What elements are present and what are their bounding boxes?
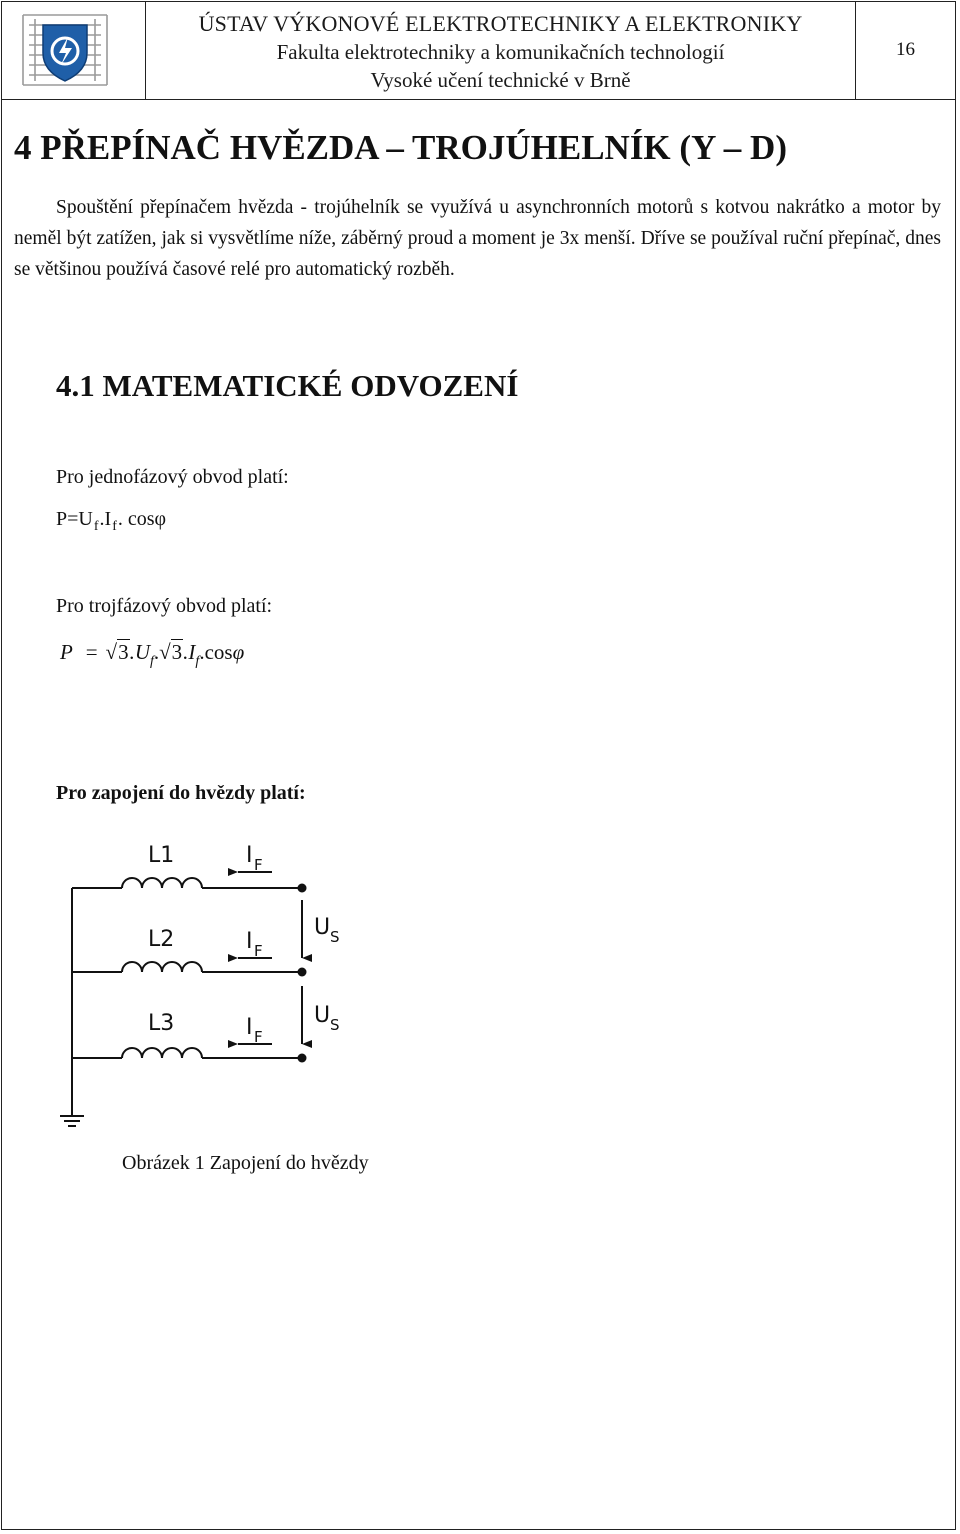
voltage-label-2: U [314, 1003, 331, 1028]
intro-paragraph-text: Spouštění přepínačem hvězda - trojúhelník se využívá u asynchronních motorů s kotvou nakrátko a motor by neměl být zatížen, jak si vysvětlíme níže, záběrný proud a moment je 3x menší. Dříve se používal ruční přepínač, dnes se většinou používá časové relé pro automatický rozběh. [14, 197, 941, 280]
sqrt-icon: √3 [105, 640, 129, 664]
formula-cos: .cos [199, 640, 233, 664]
three-phase-formula [60, 640, 245, 669]
star-connection-label: Pro zapojení do hvězdy platí: [56, 782, 306, 804]
figure-caption: Obrázek 1 Zapojení do hvězdy [122, 1152, 369, 1174]
logo-cell [1, 1, 146, 99]
faculty-logo-icon [1, 1, 146, 99]
node-L3 [298, 1054, 307, 1063]
institute-name: ÚSTAV VÝKONOVÉ ELEKTROTECHNIKY A ELEKTRONIKY [198, 11, 803, 36]
formula-prefix: P=U [56, 508, 93, 530]
phase-label-L1: L1 [148, 843, 175, 868]
current-label-2: I [246, 929, 253, 954]
single-phase-formula [56, 508, 167, 534]
root-value-1: 3 [118, 640, 129, 664]
current-sub-1: F [254, 856, 263, 874]
intro-paragraph [14, 192, 941, 285]
page-header [1, 1, 956, 100]
formula-sub-i: f [112, 519, 117, 534]
formula-sub-if: f [195, 654, 200, 669]
root-value-2: 3 [171, 640, 183, 664]
phase-label-L2: L2 [148, 927, 175, 952]
inductor-L3 [122, 1048, 202, 1058]
three-phase-label: Pro trojfázový obvod platí: [56, 595, 273, 617]
phase-label-L3: L3 [148, 1011, 175, 1036]
current-sub-3: F [254, 1028, 263, 1046]
formula-i: .I [183, 640, 196, 664]
university-name: Vysoké učení technické v Brně [370, 68, 631, 92]
voltage-sub-2: S [330, 1016, 340, 1034]
inductor-L2 [122, 962, 202, 972]
formula-phi: φ [232, 640, 245, 664]
voltage-sub-1: S [330, 928, 340, 946]
formula-suffix: . cosφ [117, 508, 167, 530]
star-connection-diagram [60, 830, 360, 1130]
sqrt-icon-2: √3 [159, 640, 183, 664]
chapter-title: 4 PŘEPÍNAČ HVĚZDA – TROJÚHELNÍK (Y – D) [14, 128, 787, 167]
formula-mid: .I [99, 508, 112, 530]
voltage-label-1: U [314, 915, 331, 940]
node-L2 [298, 968, 307, 977]
single-phase-label: Pro jednofázový obvod platí: [56, 466, 289, 488]
formula-dot: . [153, 640, 160, 664]
current-label-1: I [246, 843, 253, 868]
node-L1 [298, 884, 307, 893]
institute-title-cell [146, 1, 856, 99]
page-number: 16 [896, 39, 915, 60]
formula-sub-uf: f [150, 654, 154, 669]
faculty-name: Fakulta elektrotechniky a komunikačních technologií [276, 40, 725, 64]
current-sub-2: F [254, 942, 263, 960]
section-title: 4.1 MATEMATICKÉ ODVOZENÍ [56, 368, 519, 403]
formula-sub-u: f [93, 519, 99, 534]
current-label-3: I [246, 1015, 253, 1040]
formula-u: .U [129, 640, 150, 664]
formula-equals: = [85, 640, 98, 664]
inductor-L1 [122, 878, 202, 888]
formula-lhs: P [60, 640, 73, 664]
